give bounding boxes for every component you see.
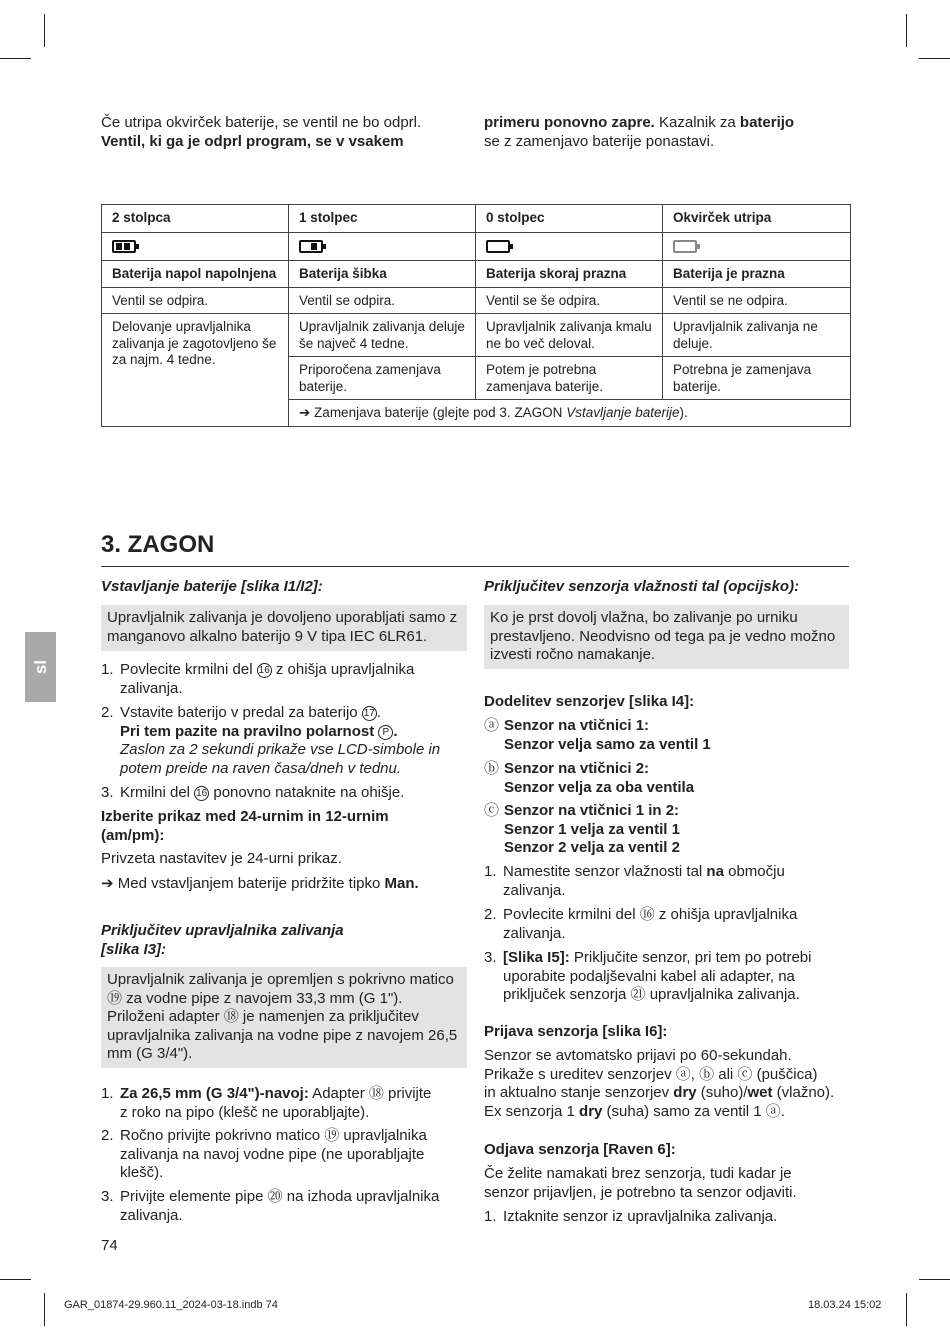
table-cell: Baterija šibka bbox=[289, 261, 476, 288]
text: Povlecite krmilni del ⑯ z ohišja upravljalnika bbox=[503, 906, 798, 923]
table-header-cell: 0 stolpec bbox=[476, 205, 663, 233]
text: Ex senzorja 1 bbox=[484, 1102, 580, 1120]
part-number-icon: 17 bbox=[363, 708, 375, 719]
battery-two-bars-icon bbox=[112, 240, 136, 253]
subheading-logout: Odjava senzorja [Raven 6]: bbox=[484, 1141, 676, 1158]
table-cell: Upravljalnik zalivanja ne deluje. bbox=[663, 314, 851, 357]
text-line: Ventil, ki ga je odprl program, se v vsakem bbox=[101, 132, 404, 150]
crop-mark bbox=[44, 1293, 45, 1326]
text: uporabite podaljševalni kabel ali adapter, na bbox=[503, 967, 795, 985]
letter-b-icon: ⓑ bbox=[484, 760, 500, 777]
text: Priključite senzor, pri tem po potrebi bbox=[569, 949, 812, 966]
battery-one-bar-icon bbox=[299, 240, 323, 253]
footer-date: 18.03.24 15:02 bbox=[808, 1299, 882, 1311]
subheading-battery: Vstavljanje baterije [slika I1/I2]: bbox=[101, 578, 323, 595]
text: Povlecite krmilni del bbox=[120, 661, 257, 678]
text-line: Izberite prikaz med 24-urnim in 12-urnim bbox=[101, 808, 389, 825]
text: zalivanja. bbox=[120, 1206, 183, 1224]
battery-blinking-icon bbox=[673, 240, 697, 253]
bold-text: Za 26,5 mm (G 3/4")-navoj: bbox=[120, 1085, 309, 1102]
info-box-battery: Upravljalnik zalivanja je dovoljeno uporabljati samo z manganovo alkalno baterijo 9 V tipa IEC 6LR61. bbox=[101, 605, 467, 651]
text: Senzor na vtičnici 2: bbox=[504, 760, 650, 777]
paragraph: Privzeta nastavitev je 24-urni prikaz. bbox=[101, 850, 342, 867]
polarity-icon: P bbox=[378, 725, 393, 740]
bold-text: dry bbox=[673, 1084, 697, 1101]
text: zalivanja na navoj vodne pipe (ne uporabljajte bbox=[120, 1145, 425, 1163]
text-line: se z zamenjavo baterije ponastavi. bbox=[484, 132, 715, 150]
part-number-icon: 16 bbox=[196, 788, 208, 799]
table-cell: Ventil se ne odpira. bbox=[663, 287, 851, 314]
subheading-display bbox=[101, 808, 471, 845]
table-header-cell: 1 stolpec bbox=[289, 205, 476, 233]
table-row bbox=[102, 261, 851, 288]
table-cell bbox=[102, 233, 289, 261]
language-tab-label: sl bbox=[30, 659, 50, 675]
table-cell: Upravljalnik zalivanja deluje še največ 4 tedne. bbox=[289, 314, 476, 357]
text: ). bbox=[679, 405, 688, 420]
text: priključek senzorja ㉑ upravljalnika zalivanja. bbox=[503, 986, 800, 1003]
subheading-login: Prijava senzorja [slika I6]: bbox=[484, 1023, 668, 1040]
italic-text: Vstavljanje baterije bbox=[566, 405, 680, 420]
text: Adapter ⑱ privijte bbox=[308, 1085, 432, 1102]
table-cell: Ventil se odpira. bbox=[102, 287, 289, 314]
bold-text: wet bbox=[747, 1084, 773, 1101]
text: Iztaknite senzor iz upravljalnika zalivanja. bbox=[503, 1208, 778, 1225]
bold-text: Pri tem pazite na pravilno polarnost bbox=[120, 722, 379, 740]
crop-mark bbox=[44, 14, 45, 47]
table-footnote-cell bbox=[289, 400, 851, 427]
top-left-paragraph bbox=[101, 114, 471, 151]
text: Ročno privijte pokrivno matico ⑲ upravljalnika bbox=[120, 1127, 427, 1144]
text: ➔ Med vstavljanjem baterije pridržite tipko bbox=[101, 875, 385, 892]
crop-mark bbox=[906, 14, 907, 47]
letter-a-icon: ⓐ bbox=[484, 717, 500, 734]
text: območju bbox=[723, 863, 785, 880]
bold-text: dry bbox=[579, 1102, 603, 1120]
text-line: senzor prijavljen, je potrebno ta senzor odjaviti. bbox=[484, 1183, 797, 1201]
text: Namestite senzor vlažnosti tal bbox=[503, 863, 707, 880]
crop-mark bbox=[919, 1279, 950, 1280]
text: in aktualno stanje senzorjev bbox=[484, 1084, 674, 1101]
table-cell: Upravljalnik zalivanja kmalu ne bo več deloval. bbox=[476, 314, 663, 357]
table-cell: Ventil se odpira. bbox=[289, 287, 476, 314]
section-title: 3. ZAGON bbox=[101, 531, 215, 558]
text: Privijte elemente pipe ⑳ na izhoda upravljalnika bbox=[120, 1188, 440, 1205]
table-cell: Baterija je prazna bbox=[663, 261, 851, 288]
section-divider bbox=[101, 566, 849, 567]
bold-text: primeru ponovno zapre. bbox=[484, 114, 655, 131]
info-box-sensor: Ko je prst dovolj vlažna, bo zalivanje po urniku prestavljeno. Neodvisno od tega pa je vedno možno izvesti ročno namakanje. bbox=[484, 605, 849, 669]
bold-text: [Slika I5]: bbox=[503, 949, 570, 966]
text: Senzor 2 velja za ventil 2 bbox=[504, 839, 680, 856]
table-row bbox=[102, 314, 851, 357]
info-box-connect: Upravljalnik zalivanja je opremljen s pokrivno matico ⑲ za vodne pipe z navojem 33,3 mm (G 1"). Priloženi adapter ⑱ je namenjen za priključitev upravljalnika zalivanja na vodne pipe z navojem 26,5 mm (G 3/4"). bbox=[101, 967, 467, 1068]
letter-c-icon: ⓒ bbox=[484, 802, 500, 819]
text: z ohišja upravljalnika bbox=[271, 661, 415, 678]
text-line: [slika I3]: bbox=[101, 940, 167, 958]
text: Krmilni del bbox=[120, 784, 195, 801]
table-cell bbox=[663, 233, 851, 261]
text: zalivanja. bbox=[503, 881, 566, 899]
subheading-sensor: Priključitev senzorja vlažnosti tal (opcijsko): bbox=[484, 578, 800, 595]
bold-text: Man. bbox=[384, 875, 419, 892]
table-cell bbox=[476, 233, 663, 261]
table-header-cell: 2 stolpca bbox=[102, 205, 289, 233]
table-cell: Baterija skoraj prazna bbox=[476, 261, 663, 288]
text-line: Če želite namakati brez senzorja, tudi kadar je bbox=[484, 1165, 792, 1182]
battery-status-table bbox=[101, 204, 851, 427]
table-cell: Priporočena zamenjava baterije. bbox=[289, 357, 476, 400]
text-line: Priključitev upravljalnika zalivanja bbox=[101, 922, 344, 939]
text: Senzor 1 velja za ventil 1 bbox=[504, 820, 680, 838]
text: (vlažno). bbox=[772, 1084, 835, 1101]
paragraph-logout bbox=[484, 1165, 854, 1202]
text-line: Če utripa okvirček baterije, se ventil ne bo odprl. bbox=[101, 114, 422, 131]
text-line: Senzor se avtomatsko prijavi po 60-sekundah. bbox=[484, 1047, 792, 1064]
bold-text: na bbox=[706, 863, 724, 880]
italic-text: Zaslon za 2 sekundi prikaže vse LCD-simbole in bbox=[120, 741, 441, 758]
text: Senzor velja za oba ventila bbox=[504, 778, 695, 796]
table-row bbox=[102, 287, 851, 314]
text: Vstavite baterijo v predal za baterijo bbox=[120, 704, 362, 721]
text: Kazalnik za bbox=[654, 114, 740, 131]
subheading-assign: Dodelitev senzorjev [slika I4]: bbox=[484, 693, 695, 710]
text: ponovno nataknite na ohišje. bbox=[209, 784, 405, 801]
text: Senzor na vtičnici 1: bbox=[504, 717, 650, 734]
text: (suha) samo za ventil 1 ⓐ. bbox=[602, 1102, 785, 1120]
text: zalivanja. bbox=[120, 679, 183, 697]
text: klešč). bbox=[120, 1164, 164, 1181]
text: ➔ Zamenjava baterije (glejte pod 3. ZAGON bbox=[299, 405, 567, 420]
table-cell: Baterija napol napolnjena bbox=[102, 261, 289, 288]
table-cell: Potem je potrebna zamenjava baterije. bbox=[476, 357, 663, 400]
crop-mark bbox=[919, 58, 950, 59]
table-cell: Ventil se še odpira. bbox=[476, 287, 663, 314]
text: z roko na pipo (klešč ne uporabljajte). bbox=[120, 1103, 370, 1121]
text: (suho)/ bbox=[696, 1084, 748, 1101]
footer-file-info: GAR_01874-29.960.11_2024-03-18.indb 74 bbox=[64, 1299, 278, 1311]
text: zalivanja. bbox=[503, 924, 566, 942]
table-header-cell: Okvirček utripa bbox=[663, 205, 851, 233]
crop-mark bbox=[0, 58, 31, 59]
table-cell bbox=[289, 233, 476, 261]
crop-mark bbox=[0, 1279, 31, 1280]
text-line: Prikaže s ureditev senzorjev ⓐ, ⓑ ali ⓒ (puščica) bbox=[484, 1065, 818, 1083]
battery-empty-icon bbox=[486, 240, 510, 253]
arrow-instruction bbox=[101, 875, 419, 894]
table-cell: Potrebna je zamenjava baterije. bbox=[663, 357, 851, 400]
bold-text: baterijo bbox=[739, 114, 795, 131]
text: Senzor na vtičnici 1 in 2: bbox=[504, 802, 680, 819]
page-number: 74 bbox=[101, 1237, 118, 1254]
top-right-paragraph bbox=[484, 114, 854, 151]
table-header-row bbox=[102, 205, 851, 233]
language-tab bbox=[25, 632, 56, 702]
text: Senzor velja samo za ventil 1 bbox=[504, 735, 711, 753]
subheading-connect bbox=[101, 922, 471, 959]
table-cell: Delovanje upravljalnika zalivanja je zagotovljeno še za najm. 4 tedne. bbox=[102, 314, 289, 427]
italic-text: potem preide na raven časa/dneh v tednu. bbox=[120, 759, 402, 777]
paragraph-login bbox=[484, 1047, 854, 1121]
table-row bbox=[102, 233, 851, 261]
part-number-icon: 16 bbox=[258, 665, 270, 676]
crop-mark bbox=[906, 1293, 907, 1326]
text-line: (am/pm): bbox=[101, 826, 165, 844]
